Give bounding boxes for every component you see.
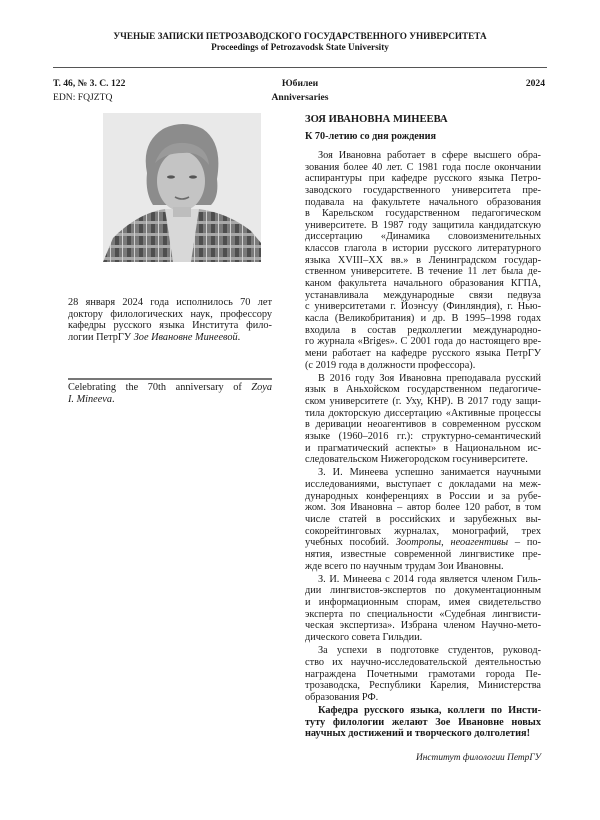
text-line: З. И. Минеева с 2014 года является членом Гиль- <box>318 573 541 585</box>
text-line: и прагматический аспекты» в Национальном ис- <box>305 442 541 454</box>
text-segment: – по- <box>508 537 541 549</box>
text-line: ство их научно-исследовательской деятельностью <box>305 656 541 668</box>
photo-caption-ru <box>68 297 272 344</box>
edn-code: EDN: FQJZTQ <box>53 92 113 103</box>
text-line: и информационным спорам, имея свидетельство <box>305 597 541 609</box>
italic-text: неоагентивы <box>450 537 509 549</box>
header-rule <box>53 67 547 68</box>
text-line: мени работает на кафедре русского языка ПетрГУ <box>305 347 541 359</box>
text-line: касла (Великобритания) и др. В 1995–1998 годах <box>305 312 541 324</box>
photo-caption-en <box>68 382 272 405</box>
text-line: дического совета Гильдии. <box>305 632 423 644</box>
text-line: В 2016 году Зоя Ивановна преподавала русский <box>318 372 541 384</box>
caption-rule <box>68 378 272 380</box>
text-line: в Карельском государственном педагогическом <box>305 208 541 220</box>
portrait-photo <box>103 113 261 262</box>
journal-title-ru: УЧЕНЫЕ ЗАПИСКИ ПЕТРОЗАВОДСКОГО ГОСУДАРСТВЕННОГО УНИВЕРСИТЕТА <box>113 31 487 41</box>
paragraph <box>305 705 541 740</box>
text-line: Зоя Ивановна работает в сфере высшего обра- <box>318 150 541 161</box>
text-line: язык в Аньхойском государственном педагогиче- <box>305 384 541 396</box>
paragraph <box>305 467 541 572</box>
text-line <box>68 394 272 406</box>
text-line: трозаводска, Республики Карелия, Министерства <box>305 680 541 692</box>
section-ru: Юбилеи <box>281 78 319 89</box>
issue-info <box>53 77 125 105</box>
text-line: языке (1960–2016 гг.): структурно-семантический <box>305 430 541 442</box>
italic-text: I. Mineeva <box>68 393 113 405</box>
text-line: нятия, известные современной лингвистике пре- <box>305 548 541 560</box>
paragraph <box>305 645 541 703</box>
text-line: научных достижений и творческого долголетия! <box>305 728 531 740</box>
text-line: ственном университете. В течение 11 лет была де- <box>305 266 541 278</box>
text-line: доктору филологических наук, профессору <box>68 308 272 320</box>
text-line: образования РФ. <box>305 691 379 703</box>
text-line: следовательском Нижегородском госуниверситете. <box>305 454 528 466</box>
text-segment: , <box>441 537 451 549</box>
text-line: туту филологии желают Зое Ивановне новых <box>305 716 541 728</box>
journal-title-en: Proceedings of Petrozavodsk State University <box>211 42 389 52</box>
text-segment: учебных пособий. <box>305 537 396 549</box>
text-line: ческая экспертиза». Избрана членом Научно-мето- <box>305 620 541 632</box>
text-line: жде всего по научным трудам Зои Ивановны. <box>305 560 504 572</box>
text-line: аспирантуры при кафедре русского языка Петро- <box>305 173 541 185</box>
text-line: университете. В 1987 году защитила кандидатскую <box>305 219 541 231</box>
paragraph <box>305 150 541 371</box>
text-line <box>305 537 541 549</box>
text-line: каном факультета начального образования КГПА, <box>305 278 541 290</box>
text-line: дии лингвистов-экспертов по документационным <box>305 585 541 597</box>
italic-text: Зое Ивановне Минеевой <box>133 331 238 343</box>
text-line: кафедры русского языка Института фило- <box>68 320 272 332</box>
text-line: Кафедра русского языка, коллеги по Инсти- <box>318 705 541 717</box>
text-segment: . <box>112 393 115 405</box>
text-line: дународных конференциях в России и за рубе- <box>305 490 541 502</box>
text-line: диссертацию «Динамика словоизменительных <box>305 231 541 243</box>
text-line: ском университете (г. Уху, КНР). В 2017 году защи- <box>305 396 541 408</box>
text-line: эксперта по специальности «Судебная лингвисти- <box>305 608 541 620</box>
italic-text: Зоотропы <box>395 537 442 549</box>
text-line: зования более 40 лет. С 1981 года после окончании <box>305 161 541 173</box>
paragraph <box>305 373 541 466</box>
text-segment: . <box>237 331 241 343</box>
text-segment: логии ПетрГУ <box>68 331 134 343</box>
text-line: За успехи в подготовке студентов, руковод- <box>318 645 541 657</box>
year: 2024 <box>525 78 545 89</box>
text-line: 28 января 2024 года исполнилось 70 лет <box>68 297 272 308</box>
text-line: языка XVIII–XX вв.» в Ленинградском государ- <box>305 254 541 266</box>
text-line: исследованиями, выступает с докладами на меж- <box>305 479 541 491</box>
volume-info: Т. 46, № 3. С. 122 <box>53 78 126 89</box>
text-line: числе статей в российских и зарубежных вы- <box>305 514 541 526</box>
text-line: подавала на факультете начального образования <box>305 196 541 208</box>
text-line: награждена Почетными грамотами города Пе- <box>305 668 541 680</box>
journal-header <box>0 31 600 53</box>
text-line: жом. Зоя Ивановна – автор более 120 работ, в том <box>305 502 541 514</box>
text-line: устанавливала международные связи педвуза <box>305 289 541 301</box>
text-line: заводского государственного университета пре- <box>305 184 541 196</box>
text-line: го журнала «Briges». С 2001 года до настоящего вре- <box>305 336 541 348</box>
text-line: тила докторскую диссертацию «Активные процессы <box>305 407 541 419</box>
text-line: классов глагола в истории русского литературного <box>305 243 541 255</box>
text-line: (с 2019 года в должности профессора). <box>305 359 476 371</box>
article-title: ЗОЯ ИВАНОВНА МИНЕЕВА <box>305 114 448 125</box>
text-line: сокорейтинговых журналах, монографий, трех <box>305 525 541 537</box>
section-en: Anniversaries <box>271 92 329 103</box>
signature: Институт филологии ПетрГУ <box>415 753 541 763</box>
text-line: З. И. Минеева успешно занимается научными <box>318 467 541 479</box>
section-info <box>250 77 350 105</box>
text-segment: Celebrating the 70th anniversary of <box>68 382 252 393</box>
article-body <box>305 150 541 742</box>
article-subtitle: К 70-летию со дня рождения <box>305 131 437 142</box>
text-line <box>68 332 272 344</box>
text-line: с университетами г. Йоэнсуу (Финляндия), г. Нью- <box>305 301 541 313</box>
text-line <box>68 382 272 394</box>
text-line: входила в состав редколлегии международно- <box>305 324 541 336</box>
italic-text: Zoya <box>251 382 272 393</box>
text-line: в деривации неоагентивов в современном русском <box>305 419 541 431</box>
paragraph <box>305 574 541 644</box>
